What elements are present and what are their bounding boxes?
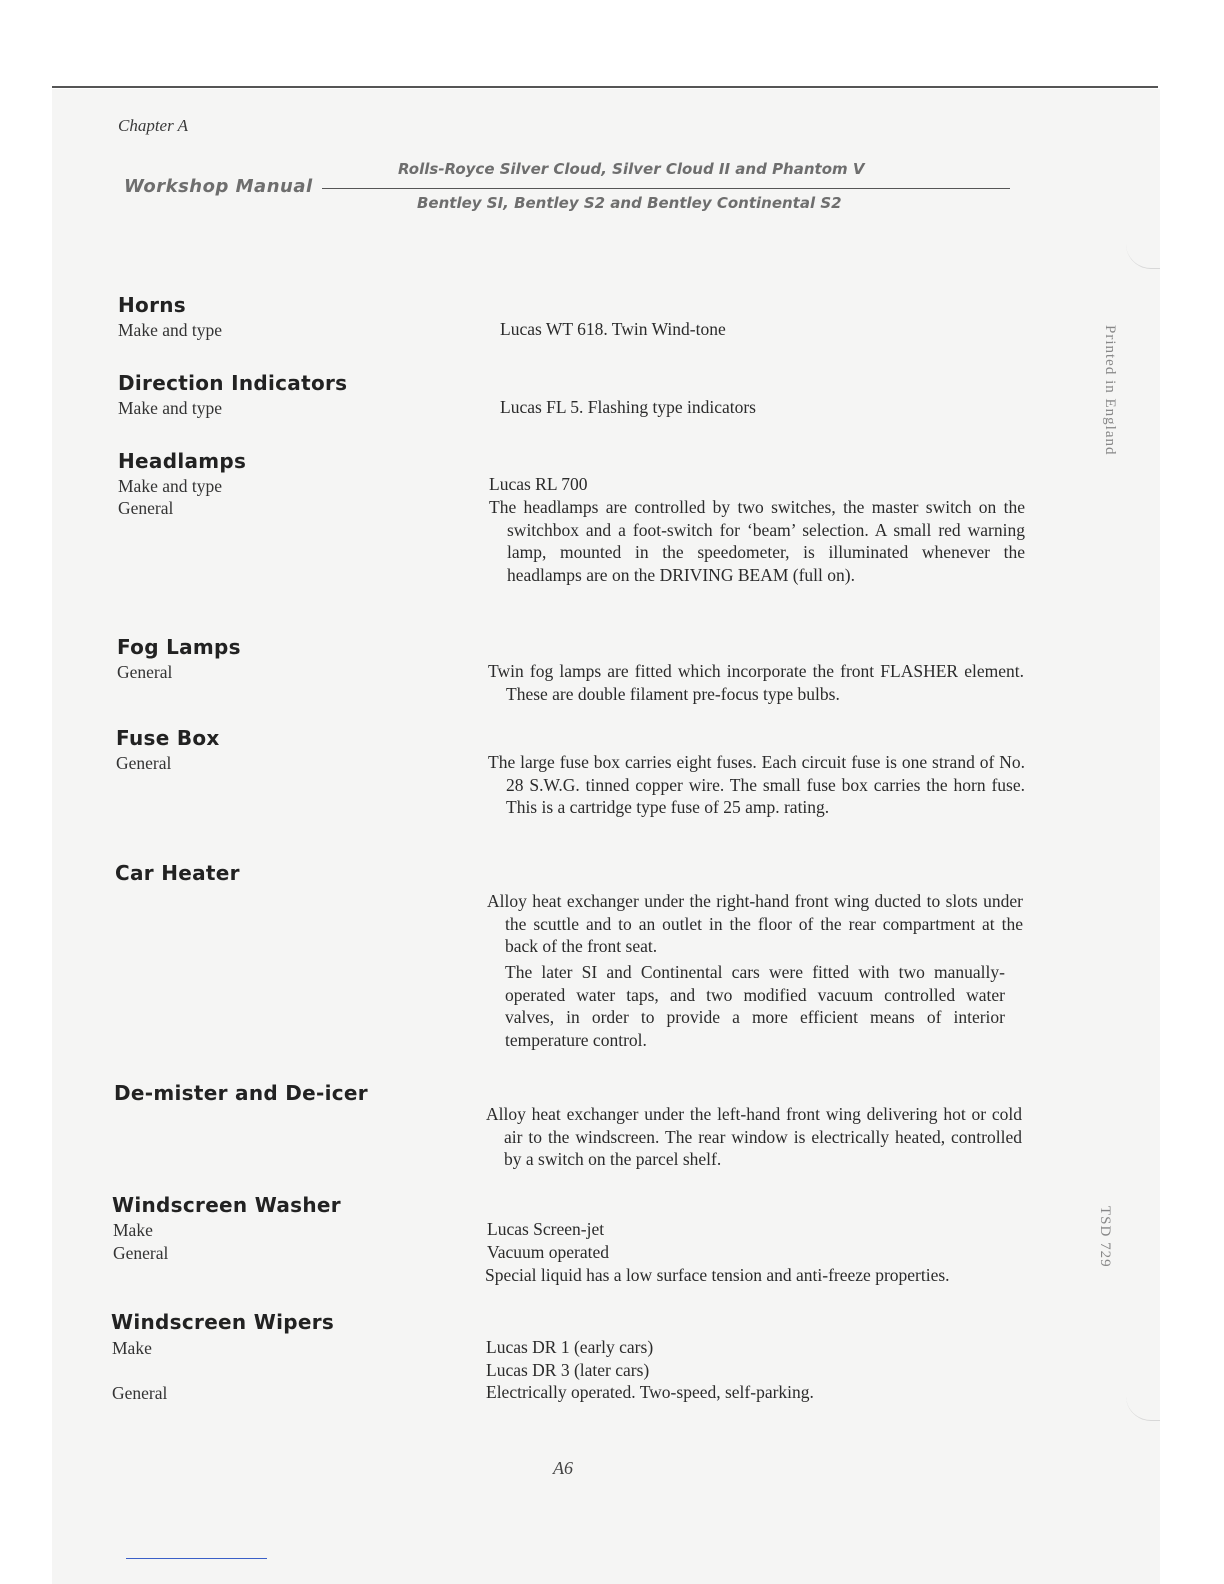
section-title-direction: Direction Indicators	[118, 371, 348, 395]
manual-title: Workshop Manual	[124, 176, 313, 197]
washer-make-value: Lucas Screen-jet	[487, 1219, 605, 1239]
wipers-make-label: Make	[112, 1338, 152, 1358]
tsd-reference: TSD 729	[1097, 1206, 1113, 1268]
washer-general-label: General	[113, 1243, 169, 1263]
top-rule	[52, 86, 1158, 88]
printed-in-england: Printed in England	[1102, 325, 1118, 456]
wipers-general-label: General	[112, 1383, 168, 1403]
horns-make-label: Make and type	[118, 320, 222, 340]
models-line-1: Rolls-Royce Silver Cloud, Silver Cloud II and Phantom V	[398, 160, 865, 178]
section-title-horns: Horns	[118, 293, 186, 317]
fog-general-text: Twin fog lamps are fitted which incorporate the front FLASHER element. These are double filament pre-focus type bulbs.	[488, 661, 1024, 704]
fuse-general-text: The large fuse box carries eight fuses. Each circuit fuse is one strand of No. 28 S.W.G. tinned copper wire. The small fuse box carries the horn fuse. This is a cartridge type fuse of 25 amp. rating.	[488, 752, 1025, 818]
section-title-fog: Fog Lamps	[117, 635, 241, 659]
wipers-general-value: Electrically operated. Two-speed, self-parking.	[486, 1382, 814, 1402]
fuse-general-label: General	[116, 753, 172, 773]
heater-text-2: The later SI and Continental cars were fitted with two manually-operated water taps, and two modified vacuum controlled water valves, in order to provide a more efficient means of interior temperature control.	[505, 962, 1005, 1050]
washer-general-value-1: Vacuum operated	[487, 1242, 609, 1262]
section-title-wipers: Windscreen Wipers	[111, 1310, 335, 1334]
header-rule	[322, 188, 1010, 189]
demister-text: Alloy heat exchanger under the left-hand front wing delivering hot or cold air to the windscreen. The rear window is electrically heated, controlled by a switch on the parcel shelf.	[486, 1104, 1022, 1170]
washer-make-label: Make	[113, 1220, 153, 1240]
wipers-make-value-1: Lucas DR 1 (early cars)	[486, 1337, 654, 1357]
direction-make-label: Make and type	[118, 398, 222, 418]
headlamps-make-value: Lucas RL 700	[489, 474, 588, 494]
section-title-headlamps: Headlamps	[118, 449, 247, 473]
section-title-demister: De-mister and De-icer	[114, 1081, 368, 1105]
headlamps-general-label: General	[118, 498, 174, 518]
horns-make-value: Lucas WT 618. Twin Wind-tone	[500, 319, 726, 339]
footer-link-line	[126, 1558, 267, 1559]
chapter-label: Chapter A	[118, 116, 189, 135]
section-title-washer: Windscreen Washer	[112, 1193, 341, 1217]
direction-make-value: Lucas FL 5. Flashing type indicators	[500, 397, 756, 417]
section-title-heater: Car Heater	[115, 861, 240, 885]
washer-general-value-2: Special liquid has a low surface tension and anti-freeze properties.	[485, 1265, 950, 1285]
heater-text-1: Alloy heat exchanger under the right-hand front wing ducted to slots under the scuttle and to an outlet in the floor of the rear compartment at the back of the front seat.	[487, 891, 1023, 957]
page-number: A6	[553, 1458, 573, 1478]
models-line-2: Bentley SI, Bentley S2 and Bentley Continental S2	[417, 194, 842, 212]
wipers-make-value-2: Lucas DR 3 (later cars)	[486, 1360, 650, 1380]
section-title-fuse: Fuse Box	[116, 726, 220, 750]
fog-general-label: General	[117, 662, 173, 682]
headlamps-make-label: Make and type	[118, 476, 222, 496]
headlamps-general-text: The headlamps are controlled by two switches, the master switch on the switchbox and a foot-switch for ‘beam’ selection. A small red warning lamp, mounted in the speedometer, is illuminated whenever the headlamps are on the DRIVING BEAM (full on).	[489, 497, 1025, 585]
